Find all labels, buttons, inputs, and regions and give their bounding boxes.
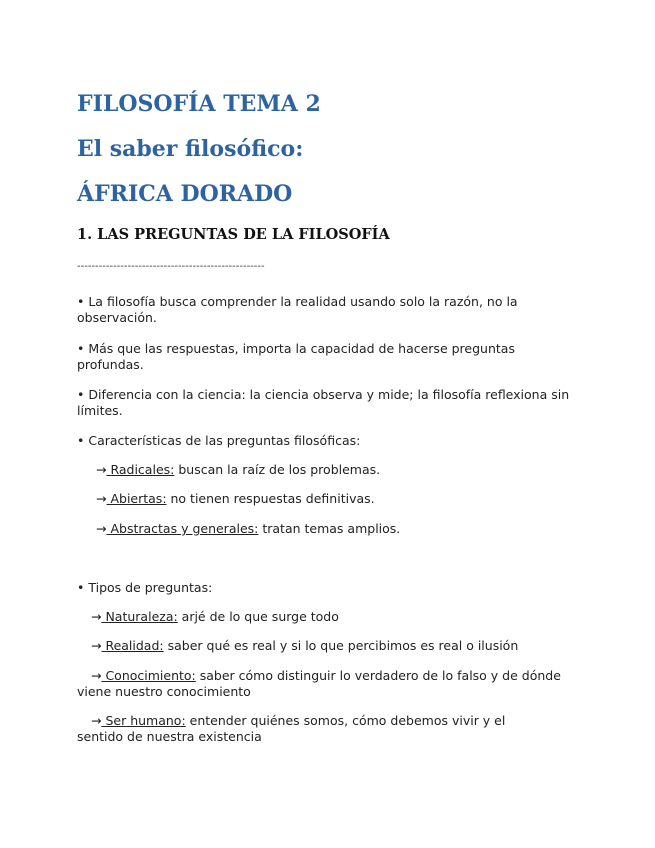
characteristic-item bbox=[96, 462, 380, 478]
bullet-science: • Diferencia con la ciencia: la ciencia observa y mide; la filosofía reflexiona sin límites. bbox=[77, 387, 570, 418]
characteristic-item bbox=[96, 521, 400, 537]
doc-author: ÁFRICA DORADO bbox=[77, 181, 293, 207]
arrow-icon: → bbox=[96, 491, 107, 506]
type-text: saber cómo distinguir lo verdadero de lo falso y de dónde viene nuestro conocimiento bbox=[77, 668, 561, 699]
characteristic-term: Abiertas: bbox=[106, 491, 167, 506]
type-item bbox=[77, 668, 567, 700]
type-text: entender quiénes somos, cómo debemos vivir y el sentido de nuestra existencia bbox=[77, 713, 506, 744]
characteristic-text: buscan la raíz de los problemas. bbox=[174, 462, 381, 477]
bullet-types: • Tipos de preguntas: bbox=[77, 580, 213, 595]
arrow-icon: → bbox=[91, 609, 102, 624]
characteristic-term: Abstractas y generales: bbox=[106, 521, 259, 536]
type-term: Ser humano: bbox=[101, 713, 186, 728]
bullet-reason: • La filosofía busca comprender la realidad usando solo la razón, no la observación. bbox=[77, 294, 518, 325]
arrow-icon: → bbox=[91, 638, 102, 653]
type-term: Naturaleza: bbox=[101, 609, 178, 624]
arrow-icon: → bbox=[91, 713, 102, 728]
type-term: Conocimiento: bbox=[101, 668, 196, 683]
arrow-icon: → bbox=[91, 668, 102, 683]
characteristic-item bbox=[96, 491, 375, 507]
characteristic-term: Radicales: bbox=[106, 462, 175, 477]
bullet-questions: • Más que las respuestas, importa la capacidad de hacerse preguntas profundas. bbox=[77, 341, 515, 372]
section-heading: 1. LAS PREGUNTAS DE LA FILOSOFÍA bbox=[77, 226, 390, 243]
type-item bbox=[91, 609, 571, 625]
type-item bbox=[91, 638, 571, 654]
arrow-icon: → bbox=[96, 462, 107, 477]
characteristic-text: tratan temas amplios. bbox=[258, 521, 401, 536]
separator-line: ---------------------------------------------------- bbox=[77, 261, 265, 272]
characteristic-text: no tienen respuestas definitivas. bbox=[166, 491, 375, 506]
bullet-characteristics: • Características de las preguntas filosóficas: bbox=[77, 433, 361, 448]
type-item bbox=[77, 713, 547, 745]
type-text: arjé de lo que surge todo bbox=[177, 609, 339, 624]
type-text: saber qué es real y si lo que percibimos es real o ilusión bbox=[163, 638, 519, 653]
doc-subtitle: El saber filosófico: bbox=[77, 136, 304, 162]
arrow-icon: → bbox=[96, 521, 107, 536]
type-term: Realidad: bbox=[101, 638, 164, 653]
doc-title: FILOSOFÍA TEMA 2 bbox=[77, 91, 321, 117]
